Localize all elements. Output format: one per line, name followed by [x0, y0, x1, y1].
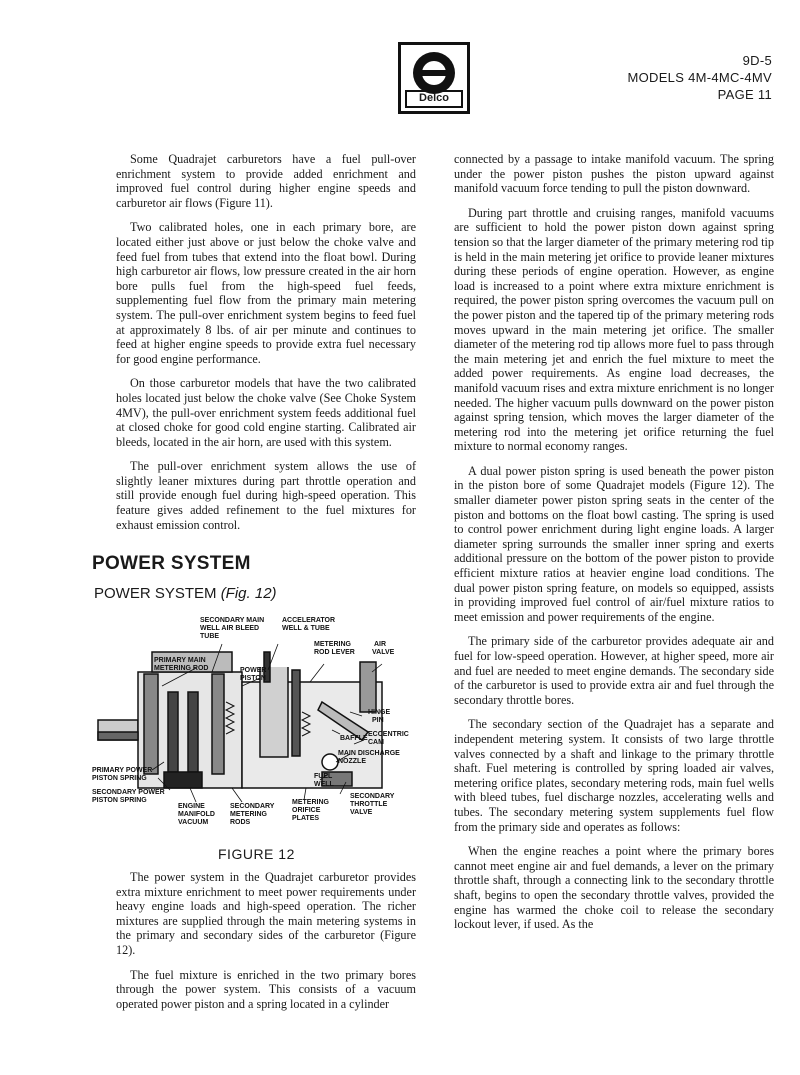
paragraph: The pull-over enrichment system allows the use of slightly leaner mixtures during part throttle operation and still provide enough fuel during high-speed operation. This feature gives added refinement to the fuel mixtures for exhaust emission control. [116, 459, 416, 532]
label-secondary-power-piston-spring-2: PISTON SPRING [92, 797, 147, 804]
label-secondary-main-well-2: WELL AIR BLEED [200, 625, 260, 632]
carburetor-diagram [92, 612, 412, 840]
paragraph: Two calibrated holes, one in each primary bore, are located either just above or just below the choke valve and feed fuel from tubes that extend into the float bowl. During high carburetor air flows, low pressure created in the air horn bore pulls fuel from the high-speed fuel feeds, supplementing fuel flow from the primary main metering system. The pull-over enrichment system begins to feed fuel at approximately 8 lbs. of air per minute and continues to feed at higher engine speeds to provide extra fuel necessary for good engine performance. [116, 220, 416, 366]
label-secondary-main-well-3: TUBE [200, 633, 220, 640]
subsection-title [94, 585, 277, 602]
label-eccentric-cam: ECCENTRIC [368, 731, 409, 738]
models-line: MODELS 4M-4MC-4MV [627, 70, 772, 85]
label-metering-rod-lever-2: ROD LEVER [314, 649, 355, 656]
paragraph: Some Quadrajet carburetors have a fuel pull-over enrichment system to provide added enrichment and improved fuel control during higher engine speeds and carburetor air flows (Figure 11). [116, 152, 416, 210]
paragraph: During part throttle and cruising ranges, manifold vacuums are sufficient to hold the power piston down against spring tension so that the larger diameter of the primary metering rod tip is held in the main metering jet orifice to provide leaner mixtures during these periods of engine operation. However, as engine load is increased to a point where extra mixture enrichment is required, the power piston spring overcomes the vacuum pull on the power piston and the tapered tip of the primary metering rods moves upward in the main metering jet orifice. The smaller diameter of the metering rod tip allows more fuel to pass through the main metering jet and enrich the fuel mixture to meet the added power requirements. As engine load decreases, the manifold vacuum rises and extra mixture enrichment is no longer needed. The higher vacuum pulls downward on the power piston against spring tension, which moves the larger diameter of the metering rod into the metering jet orifice returning the fuel mixture to normal economy ranges. [454, 205, 774, 454]
subsection-title-text: POWER SYSTEM [94, 585, 217, 602]
paragraph: connected by a passage to intake manifold vacuum. The spring under the power piston pushes the piston upward against manifold vacuum force tending to pull the piston downward. [454, 152, 774, 196]
label-secondary-main-well: SECONDARY MAIN [200, 617, 265, 624]
label-secondary-throttle-valve-2: THROTTLE [350, 801, 388, 808]
page-number: PAGE 11 [717, 87, 772, 102]
section-code: 9D-5 [742, 53, 772, 68]
label-secondary-metering-rods-2: METERING [230, 811, 267, 818]
label-secondary-power-piston-spring: SECONDARY POWER [92, 789, 165, 796]
paragraph: The primary side of the carburetor provides adequate air and fuel for low-speed operation. However, at higher speed, more air and fuel are needed to meet engine demands. The secondary side of the carburetor is used to provide extra air and fuel through the secondary throttle bores. [454, 634, 774, 707]
page-header [627, 52, 772, 103]
label-primary-power-piston-spring-2: PISTON SPRING [92, 775, 147, 782]
logo-text: Delco [405, 90, 463, 108]
label-hinge-pin-2: PIN [372, 717, 384, 724]
paragraph: A dual power piston spring is used beneath the power piston in the piston bore of some Quadrajet models (Figure 12). The smaller diameter power piston spring seats in the center of the piston and bottoms on the float bowl casting. The spring is used to control power enrichment during light engine loads. A larger diameter spring surrounds the smaller inner spring and exerts additional pressure on the bottom of the power piston to provide efficient mixture ratios at heavier engine load conditions. The dual power piston spring feature, on models so equipped, assists in providing improved fuel control of air/fuel mixture ratios to meet emission and power requirements of the engine. [454, 463, 774, 624]
label-metering-orifice-plates-3: PLATES [292, 815, 320, 822]
label-power-piston: POWER [240, 667, 267, 674]
label-hinge-pin: HINGE [368, 709, 391, 716]
label-primary-power-piston-spring: PRIMARY POWER [92, 767, 153, 774]
paragraph: The fuel mixture is enriched in the two primary bores through the power system. This consists of a vacuum operated power piston and a spring located in a cylinder [116, 967, 416, 1011]
label-accelerator-well: ACCELERATOR [282, 617, 336, 624]
label-fuel-well: FUEL [314, 773, 333, 780]
label-secondary-throttle-valve-3: VALVE [350, 809, 373, 816]
label-engine-manifold-vacuum-3: VACUUM [178, 819, 209, 826]
label-main-discharge-nozzle: MAIN DISCHARGE [338, 750, 400, 757]
label-primary-main-metering-rod: PRIMARY MAIN [154, 657, 206, 664]
label-accelerator-well-2: WELL & TUBE [282, 625, 330, 632]
label-metering-rod-lever: METERING [314, 641, 351, 648]
label-engine-manifold-vacuum-2: MANIFOLD [178, 811, 215, 818]
paragraph: On those carburetor models that have the two calibrated holes located just below the choke valve (See Choke System 4MV), the pull-over enrichment system feeds additional fuel at closed choke for good cold engine starting. Calibrated air bleeds, located in the air horn, are used with this system. [116, 376, 416, 449]
label-metering-orifice-plates: METERING [292, 799, 329, 806]
paragraph: The power system in the Quadrajet carburetor provides extra mixture enrichment to meet power requirements under heavy engine loads and high-speed operation. The richer mixtures are supplied through the main metering systems in the primary and secondary sides of the carburetor (Figure 12). [116, 870, 416, 957]
label-fuel-well-2: WELL [314, 781, 334, 788]
label-primary-main-metering-rod-2: METERING ROD [154, 665, 209, 672]
right-column [454, 152, 774, 942]
paragraph: When the engine reaches a point where the primary bores cannot meet engine air and fuel demands, a lever on the primary throttle shaft, through a connecting link to the secondary throttle shaft, begins to open the secondary throttle valves, provided the engine has warmed the choke coil to release the secondary lockout lever, if used. As the [454, 844, 774, 932]
figure-reference: (Fig. 12) [220, 585, 277, 602]
label-air-valve: AIR [374, 641, 387, 648]
left-column-bottom [116, 870, 416, 1021]
label-secondary-metering-rods-3: RODS [230, 819, 251, 826]
label-baffle: BAFFLE [340, 735, 368, 742]
label-metering-orifice-plates-2: ORIFICE [292, 807, 321, 814]
label-secondary-throttle-valve: SECONDARY [350, 793, 395, 800]
label-power-piston-2: PISTON [240, 675, 266, 682]
delco-logo [398, 42, 470, 114]
paragraph: The secondary section of the Quadrajet has a separate and independent metering system. It consists of two large throttle valves connected by a shaft and linkage to the primary throttle shaft. Fuel metering is controlled by spring loaded air valves, metering orifice plates, secondary metering rods, main fuel wells with bleed tubes, fuel discharge nozzles, accelerating wells and tubes. The secondary metering system supplements fuel flow from the primary side and operates as follows: [454, 717, 774, 834]
label-main-discharge-nozzle-2: NOZZLE [338, 758, 366, 765]
label-eccentric-cam-2: CAM [368, 739, 384, 746]
label-engine-manifold-vacuum: ENGINE [178, 803, 205, 810]
figure-caption: FIGURE 12 [218, 846, 295, 862]
left-column-top [116, 152, 416, 542]
label-secondary-metering-rods: SECONDARY [230, 803, 275, 810]
section-title: POWER SYSTEM [92, 553, 251, 574]
label-air-valve-2: VALVE [372, 649, 395, 656]
